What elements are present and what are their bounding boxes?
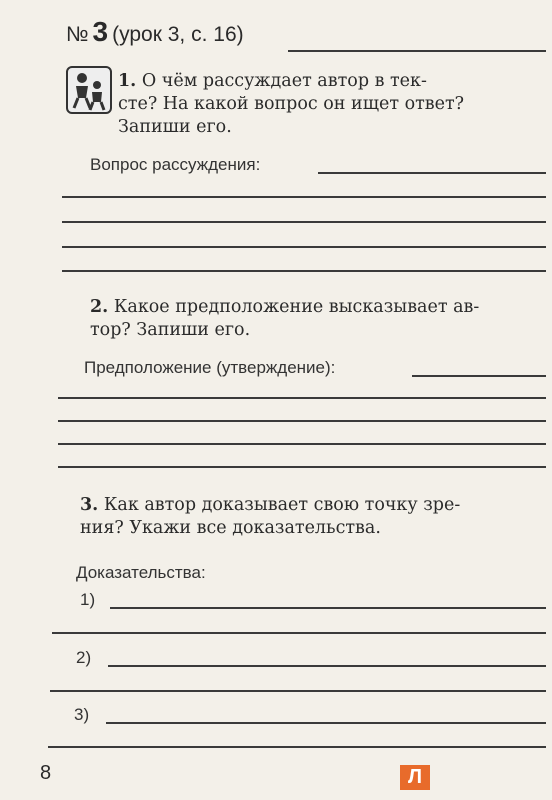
- answer-line: [318, 172, 546, 174]
- question-2-number: 2.: [90, 297, 109, 317]
- publisher-logo: Л: [400, 765, 430, 790]
- number-sign: №: [66, 23, 89, 46]
- question-3-number: 3.: [80, 495, 99, 515]
- answer-line: [58, 466, 546, 468]
- answer-line: [52, 632, 546, 634]
- answer-line: [58, 443, 546, 445]
- answer-line: [62, 221, 546, 223]
- answer-line: [412, 375, 546, 377]
- answer-line: [62, 196, 546, 198]
- task-number: 3: [92, 16, 109, 47]
- question-3-field-label: Доказательства:: [76, 563, 206, 582]
- answer-line: [62, 270, 546, 272]
- answer-line: [110, 607, 546, 609]
- reading-icon: [66, 66, 112, 114]
- question-1-field-label: Вопрос рассуждения:: [90, 155, 261, 174]
- answer-line: [50, 690, 546, 692]
- answer-line: [62, 246, 546, 248]
- answer-line: [58, 397, 546, 399]
- evidence-item-3-label: 3): [74, 705, 90, 724]
- question-2-line-2: тор? Запиши его.: [90, 320, 251, 340]
- question-1-number: 1.: [118, 71, 137, 91]
- answer-line: [48, 746, 546, 748]
- answer-line: [108, 665, 546, 667]
- question-2-line-1: Какое предположение высказывает ав-: [113, 297, 480, 317]
- question-1: [118, 70, 548, 139]
- answer-line: [58, 420, 546, 422]
- question-3-line-1: Как автор доказывает свою точку зре-: [103, 495, 461, 515]
- question-1-line-2: сте? На какой вопрос он ищет ответ?: [118, 94, 465, 114]
- question-1-line-1: О чём рассуждает автор в тек-: [141, 71, 427, 91]
- task-header: [66, 16, 244, 48]
- question-2-field-label: Предположение (утверждение):: [84, 358, 336, 377]
- lesson-reference: (урок 3, с. 16): [112, 23, 244, 46]
- header-rule: [288, 50, 546, 52]
- answer-line: [106, 722, 546, 724]
- page-number: 8: [40, 762, 52, 784]
- question-2: [90, 296, 548, 342]
- evidence-item-2-label: 2): [76, 648, 92, 667]
- question-3-line-2: ния? Укажи все доказательства.: [80, 518, 381, 538]
- question-1-line-3: Запиши его.: [118, 117, 232, 137]
- question-3: [80, 494, 546, 540]
- evidence-item-1-label: 1): [80, 590, 96, 609]
